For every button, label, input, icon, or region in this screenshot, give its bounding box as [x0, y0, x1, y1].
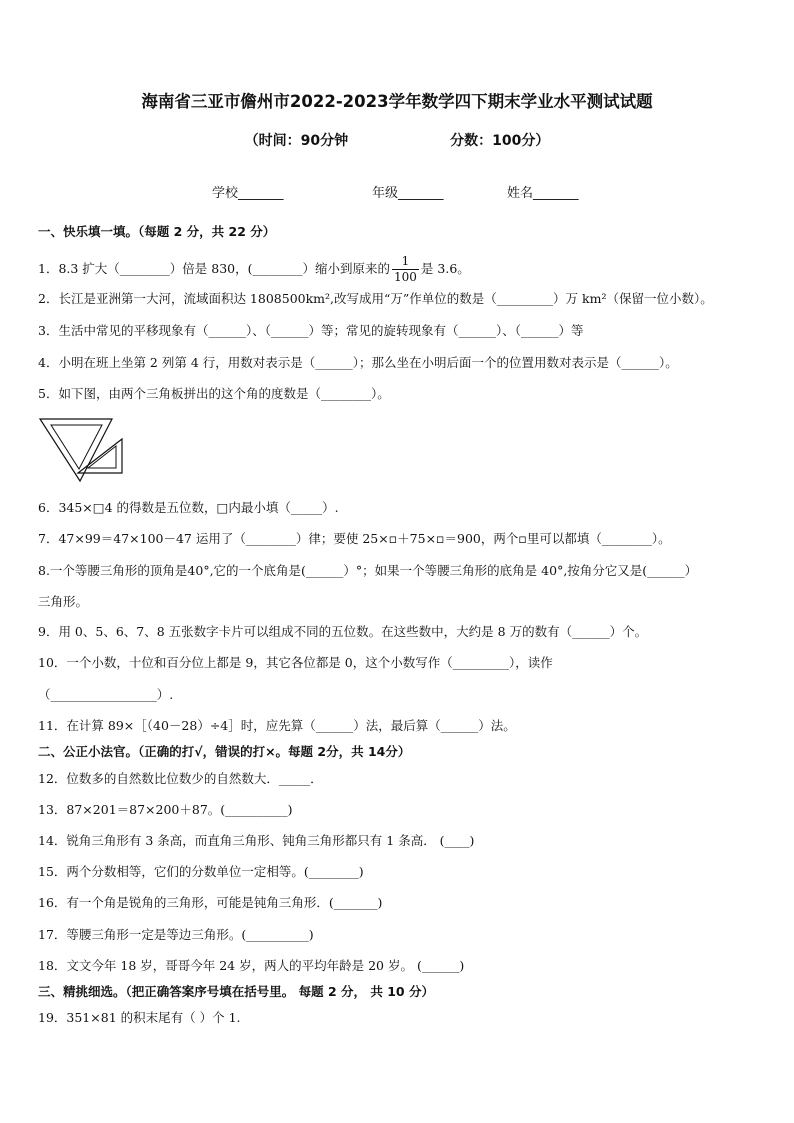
- question-14: 14．锐角三角形有 3 条高，而直角三角形、钝角三角形都只有 1 条高． (____): [38, 833, 475, 848]
- question-2: 2．长江是亚洲第一大河，流域面积达 1808500km²,改写成用“万”作单位的数是（_________）万 km²（保留一位小数）。: [38, 291, 713, 306]
- question-3: 3．生活中常见的平移现象有（______）、（______）等；常见的旋转现象有（______）、（______）等: [38, 323, 584, 338]
- section-heading-3: 三、精挑细选。（把正确答案序号填在括号里。 每题 2 分， 共 10 分）: [38, 984, 434, 999]
- question-1: 1．8.3 扩大（________）倍是 830，(________）缩小到原来的 $\frac{1}{100}$ 是 3.6。: [38, 254, 470, 284]
- school-field: 学校_______: [212, 186, 284, 201]
- question-8: 8.一个等腰三角形的顶角是40°,它的一个底角是(______）°；如果一个等腰三角形的底角是 40°,按角分它又是(______）: [38, 563, 698, 578]
- question-13: 13．87×201＝87×200＋87。(__________): [38, 802, 293, 817]
- question-6: 6．345×□4 的得数是五位数，□内最小填（_____）.: [38, 500, 339, 515]
- grade-field: 年级_______: [372, 186, 444, 201]
- exam-meta: [0, 130, 794, 150]
- section-heading-1: 一、快乐填一填。（每题 2 分，共 22 分）: [38, 224, 276, 239]
- question-11: 11．在计算 89×［（40－28）÷4］时，应先算（______）法，最后算（______）法。: [38, 718, 516, 733]
- question-16: 16．有一个角是锐角的三角形，可能是钝角三角形．(_______): [38, 895, 383, 910]
- name-field: 姓名_______: [507, 186, 579, 201]
- exam-score: 分数：100分）: [450, 133, 550, 149]
- page-title: 海南省三亚市儋州市2022-2023学年数学四下期末学业水平测试试题: [141, 92, 653, 111]
- section-heading-2: 二、公正小法官。（正确的打√，错误的打×。每题 2分，共 14分）: [38, 744, 411, 759]
- question-10: 10．一个小数，十位和百分位上都是 9，其它各位都是 0，这个小数写作（_________），读作: [38, 655, 553, 670]
- question-17: 17．等腰三角形一定是等边三角形。(__________): [38, 927, 314, 942]
- question-19: 19．351×81 的积末尾有（ ）个 1.: [38, 1010, 241, 1025]
- question-9: 9．用 0、5、6、7、8 五张数字卡片可以组成不同的五位数。在这些数中，大约是 8 万的数有（______）个。: [38, 624, 648, 639]
- fraction: $\frac{1}{100}$: [394, 254, 417, 284]
- question-7: 7．47×99＝47×100－47 运用了（________）律；要使 25×▫＋75×▫＝900，两个▫里可以都填（________）。: [38, 531, 671, 546]
- question-15: 15．两个分数相等，它们的分数单位一定相等。(________): [38, 864, 364, 879]
- triangle-rulers-figure: [38, 417, 124, 485]
- question-10-cont: （_________________）.: [38, 687, 174, 702]
- question-5: 5．如下图，由两个三角板拼出的这个角的度数是（________）。: [38, 386, 390, 401]
- question-18: 18．文文今年 18 岁，哥哥今年 24 岁，两人的平均年龄是 20 岁。 (______): [38, 958, 465, 973]
- question-8-cont: 三角形。: [38, 594, 89, 609]
- question-4: 4．小明在班上坐第 2 列第 4 行，用数对表示是（______）；那么坐在小明后面一个的位置用数对表示是（______）。: [38, 355, 678, 370]
- question-12: 12．位数多的自然数比位数少的自然数大．_____．: [38, 771, 323, 786]
- exam-time: （时间：90分钟: [244, 133, 349, 149]
